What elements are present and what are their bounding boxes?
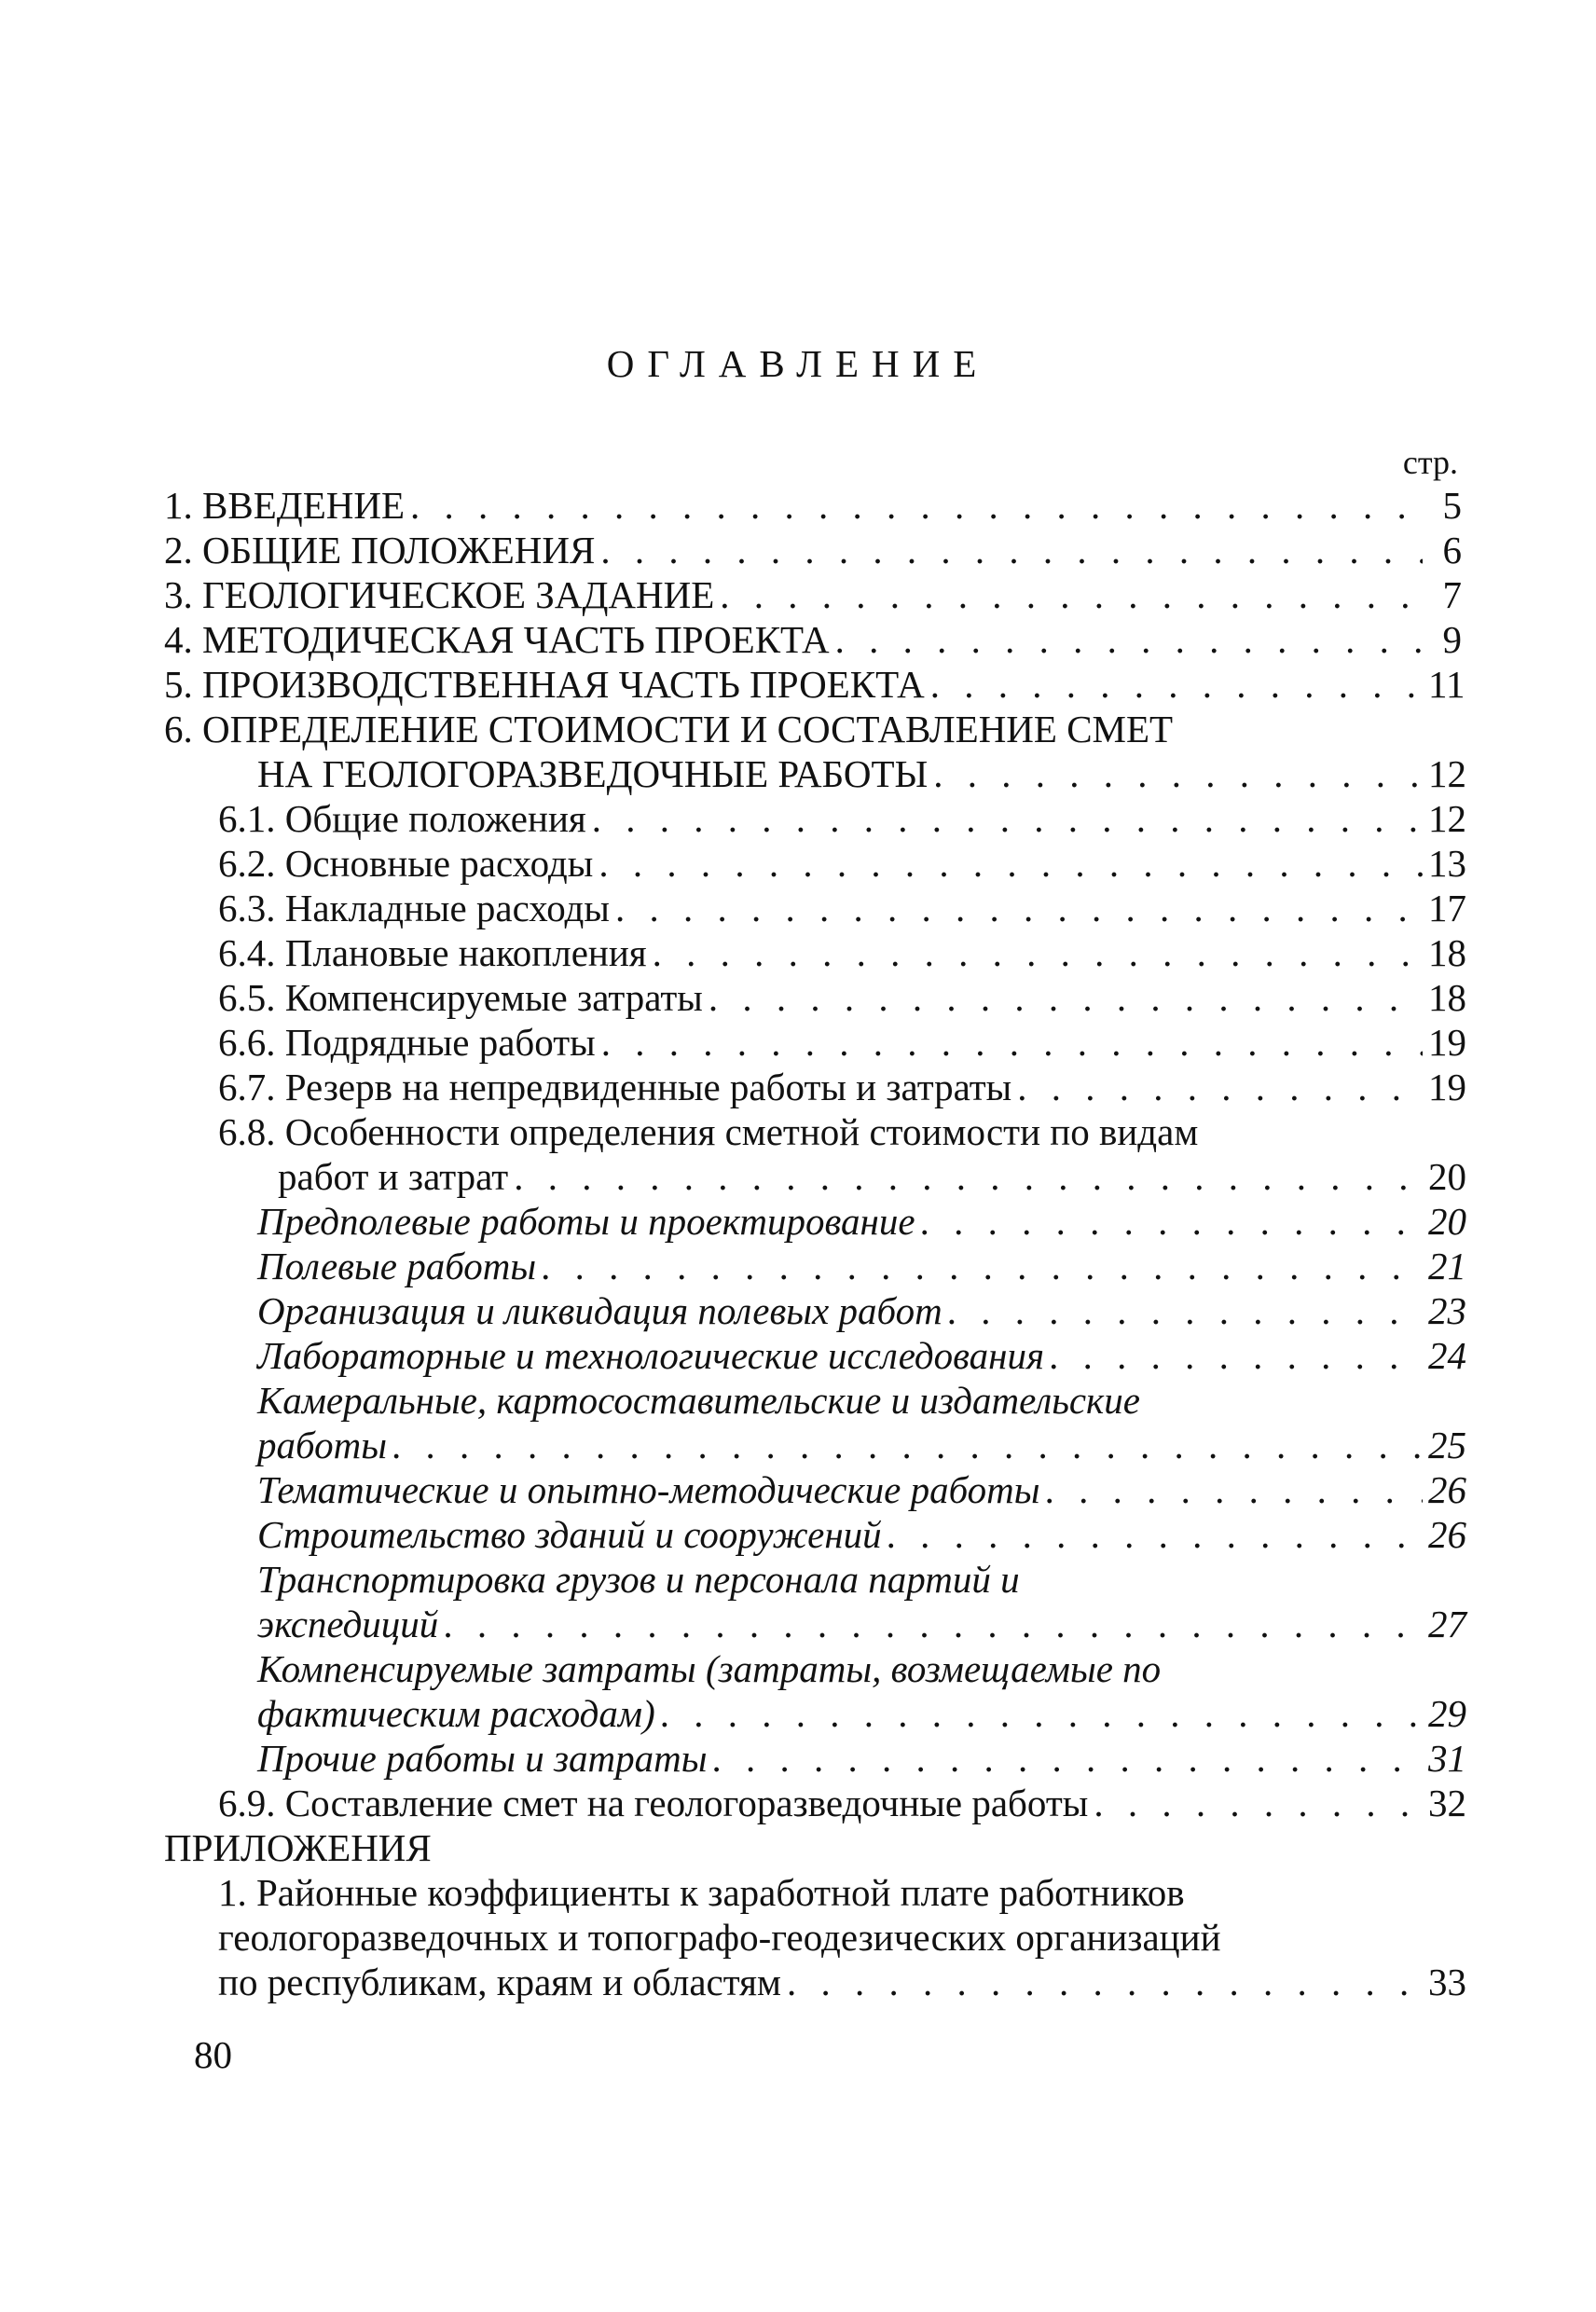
toc-leader-dots <box>787 1960 1423 2004</box>
toc-entry-label: 6.1. Общие положения <box>218 797 586 840</box>
toc-entry <box>164 707 1173 751</box>
toc-entry <box>257 1557 1020 1602</box>
toc-leader-dots <box>720 572 1423 617</box>
toc-entry-label: 6.7. Резерв на непредвиденные работы и затраты <box>218 1066 1012 1108</box>
toc-entry <box>257 1736 1466 1781</box>
toc-entry-label: Строительство зданий и сооружений <box>257 1513 882 1556</box>
toc-entry-label: НА ГЕОЛОГОРАЗВЕДОЧНЫЕ РАБОТЫ <box>257 752 929 795</box>
toc-entry-label: 6.8. Особенности определения сметной стоимости по видам <box>218 1110 1199 1153</box>
toc-entry-label: 6.9. Составление смет на геологоразведочные работы <box>218 1782 1089 1824</box>
toc-entry-label: 6.3. Накладные расходы <box>218 887 610 929</box>
toc-entry-page: 5 <box>1442 484 1462 527</box>
toc-leader-dots <box>514 1154 1423 1199</box>
toc-entry-page: 12 <box>1428 752 1466 795</box>
toc-entry <box>257 1333 1466 1378</box>
toc-leader-dots <box>615 886 1423 930</box>
toc-entry-label: ПРИЛОЖЕНИЯ <box>164 1826 432 1869</box>
toc-entry-page: 18 <box>1428 931 1466 974</box>
page-number: 80 <box>194 2033 232 2076</box>
toc-entry-page: 12 <box>1428 797 1466 840</box>
toc-entry <box>218 1065 1466 1109</box>
toc-entry-label: Предполевые работы и проектирование <box>257 1200 915 1243</box>
toc-entry-label: 2. ОБЩИЕ ПОЛОЖЕНИЯ <box>164 529 596 571</box>
toc-entry <box>218 1870 1185 1915</box>
appendix-heading <box>164 1825 432 1870</box>
toc-entry <box>278 1154 1466 1199</box>
toc-entry <box>257 1512 1466 1557</box>
toc-entry <box>257 1691 1466 1736</box>
toc-leader-dots <box>600 528 1423 572</box>
toc-leader-dots <box>709 975 1423 1020</box>
toc-entry-label: 6. ОПРЕДЕЛЕНИЕ СТОИМОСТИ И СОСТАВЛЕНИЕ СМЕТ <box>164 708 1174 750</box>
toc-leader-dots <box>661 1691 1423 1736</box>
toc-entry-page: 33 <box>1428 1961 1466 2003</box>
toc-entry <box>164 617 1462 662</box>
toc-leader-dots <box>713 1736 1424 1781</box>
toc-entry-page: 18 <box>1428 976 1466 1019</box>
page-title: ОГЛАВЛЕНИЕ <box>606 342 990 385</box>
toc-leader-dots <box>592 796 1423 841</box>
toc-entry <box>218 1020 1466 1065</box>
toc-entry-label: 3. ГЕОЛОГИЧЕСКОЕ ЗАДАНИЕ <box>164 573 715 616</box>
toc-leader-dots <box>933 751 1423 796</box>
toc-entry-page: 17 <box>1428 887 1466 929</box>
toc-entry-label: по республикам, краям и областям <box>218 1961 781 2003</box>
toc-entry <box>218 1781 1466 1825</box>
toc-entry-label: работы <box>257 1424 387 1466</box>
toc-entry-page: 6 <box>1442 529 1462 571</box>
toc-entry-label: 5. ПРОИЗВОДСТВЕННАЯ ЧАСТЬ ПРОЕКТА <box>164 663 925 706</box>
toc-entry-label: 1. ВВЕДЕНИЕ <box>164 484 406 527</box>
toc-entry <box>218 886 1466 930</box>
toc-entry-page: 32 <box>1428 1782 1466 1824</box>
toc-entry-label: 1. Районные коэффициенты к заработной плате работников <box>218 1871 1185 1914</box>
toc-leader-dots <box>1046 1467 1423 1512</box>
toc-entry-label: работ и затрат <box>278 1155 509 1198</box>
toc-entry-page: 20 <box>1428 1155 1466 1198</box>
toc-entry-page: 26 <box>1428 1468 1466 1511</box>
toc-leader-dots <box>410 483 1423 528</box>
toc-leader-dots <box>392 1423 1423 1467</box>
toc-entry-page: 26 <box>1428 1513 1466 1556</box>
page-column-label: стр. <box>1402 444 1458 481</box>
toc-entry <box>218 975 1466 1020</box>
toc-entry-label: Камеральные, картосоставительские и издательские <box>257 1379 1140 1422</box>
toc-entry <box>218 841 1466 886</box>
toc-entry-label: 6.6. Подрядные работы <box>218 1021 596 1064</box>
toc-entry <box>257 1378 1140 1423</box>
toc-entry-page: 9 <box>1442 618 1462 661</box>
toc-entry <box>257 1288 1466 1333</box>
toc-leader-dots <box>542 1244 1423 1288</box>
toc-entry-label: 6.2. Основные расходы <box>218 842 594 885</box>
toc-entry-page: 19 <box>1428 1021 1466 1064</box>
toc-entry <box>257 1467 1466 1512</box>
toc-entry-label: Организация и ликвидация полевых работ <box>257 1289 942 1332</box>
toc-leader-dots <box>601 1020 1423 1065</box>
toc-entry <box>257 1646 1161 1691</box>
toc-entry-label: Транспортировка грузов и персонала партий и <box>257 1558 1020 1601</box>
toc-entry <box>218 1109 1198 1154</box>
toc-entry-label: 4. МЕТОДИЧЕСКАЯ ЧАСТЬ ПРОЕКТА <box>164 618 830 661</box>
toc-entry-page: 7 <box>1442 573 1462 616</box>
toc-entry-label: геологоразведочных и топографо-геодезических организаций <box>218 1916 1221 1959</box>
toc-leader-dots <box>887 1512 1423 1557</box>
toc-entry-page: 23 <box>1428 1289 1466 1332</box>
toc-entry-page: 19 <box>1428 1066 1466 1108</box>
toc-leader-dots <box>1017 1065 1423 1109</box>
toc-entry-page: 25 <box>1428 1424 1466 1466</box>
toc-entry-label: 6.4. Плановые накопления <box>218 931 647 974</box>
toc-leader-dots <box>598 841 1423 886</box>
toc-leader-dots <box>1094 1781 1423 1825</box>
toc-entry-label: Компенсируемые затраты (затраты, возмещаемые по <box>257 1647 1162 1690</box>
toc-entry <box>164 662 1465 707</box>
toc-entry-page: 11 <box>1428 663 1465 706</box>
toc-entry-label: фактическим расходам) <box>257 1692 655 1735</box>
toc-entry-label: экспедиций <box>257 1603 439 1645</box>
toc-leader-dots <box>835 617 1423 662</box>
toc-entry <box>257 1602 1466 1646</box>
toc-entry-page: 29 <box>1428 1692 1466 1735</box>
toc-entry <box>257 751 1466 796</box>
toc-entry-label: Полевые работы <box>257 1245 537 1287</box>
toc-entry <box>164 572 1462 617</box>
toc-entry-label: Тематические и опытно-методические работы <box>257 1468 1040 1511</box>
toc-entry <box>164 483 1462 528</box>
toc-leader-dots <box>921 1199 1423 1244</box>
toc-entry-page: 13 <box>1428 842 1466 885</box>
toc-entry <box>257 1199 1466 1244</box>
toc-leader-dots <box>653 930 1423 975</box>
toc-entry-label: Прочие работы и затраты <box>257 1737 708 1780</box>
toc-leader-dots <box>1050 1333 1423 1378</box>
toc-entry-page: 20 <box>1428 1200 1466 1243</box>
toc-entry <box>218 796 1466 841</box>
toc-entry-page: 21 <box>1428 1245 1466 1287</box>
toc-entry <box>218 1960 1466 2004</box>
toc-entry-page: 24 <box>1428 1334 1466 1377</box>
toc-entry <box>257 1244 1466 1288</box>
toc-entry-label: Лабораторные и технологические исследования <box>257 1334 1045 1377</box>
toc-entry <box>218 1915 1221 1960</box>
toc-entry <box>218 930 1466 975</box>
toc-entry-page: 27 <box>1428 1603 1466 1645</box>
toc-leader-dots <box>444 1602 1423 1646</box>
toc-entry <box>164 528 1462 572</box>
toc-entry-label: 6.5. Компенсируемые затраты <box>218 976 703 1019</box>
toc-entry <box>257 1423 1466 1467</box>
toc-leader-dots <box>948 1288 1423 1333</box>
toc-entry-page: 31 <box>1428 1737 1466 1780</box>
toc-leader-dots <box>930 662 1423 707</box>
